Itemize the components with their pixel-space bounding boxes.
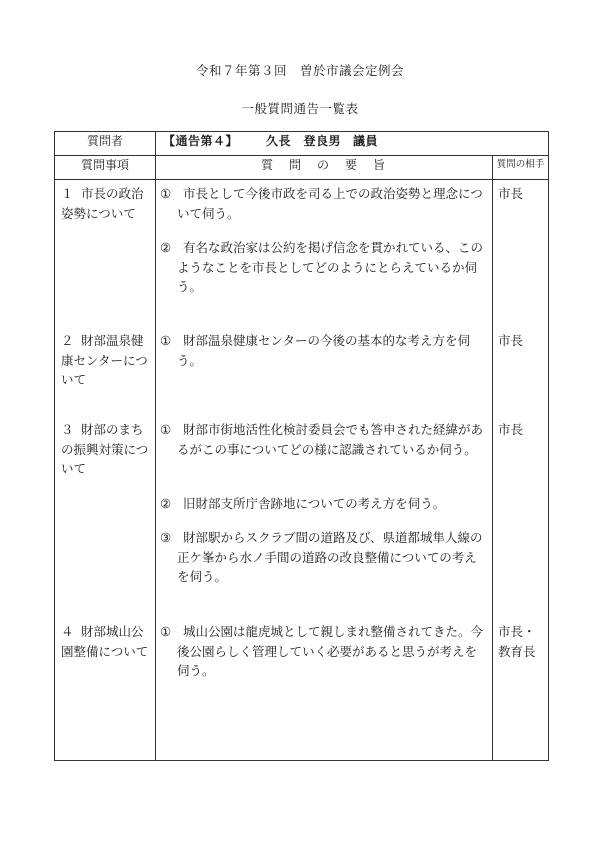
item-number: ３ — [61, 422, 74, 437]
list-item — [61, 420, 153, 479]
item-number: ２ — [61, 333, 74, 348]
questioner-label: 質問者 — [55, 132, 156, 156]
point-mark: ③ — [160, 530, 172, 545]
list-item — [160, 184, 486, 223]
respondent-column — [493, 180, 549, 761]
list-item — [160, 494, 486, 514]
question-notice-table — [54, 131, 549, 761]
item-number: １ — [61, 186, 74, 201]
questioner-row — [55, 132, 549, 156]
point-text: 有名な政治家は公約を掲げ信念を貫かれている、このようなことを市長としてどのようにとらえているか伺う。 — [177, 240, 484, 294]
col-header-items: 質問事項 — [55, 156, 156, 180]
item-subject: 財部城山公園整備について — [61, 624, 149, 659]
notice-number: 【通告第４】 — [163, 134, 239, 148]
item-subject: 市長の政治姿勢について — [61, 186, 144, 221]
point-mark: ① — [160, 186, 172, 201]
point-text: 財部市街地活性化検討委員会でも答申された経緯があるがこの事についてどの様に認識されているか伺う。 — [177, 422, 484, 457]
respondent: 市長 — [498, 422, 524, 437]
point-mark: ① — [160, 333, 172, 348]
point-mark: ② — [160, 496, 172, 511]
list-item — [160, 238, 486, 297]
list-item — [160, 528, 486, 587]
items-column — [55, 180, 156, 761]
list-item — [61, 622, 153, 661]
document-title: 令和７年第３回 曽於市議会定例会 — [195, 63, 404, 78]
point-text: 財部駅からスクラブ間の道路及び、県道都城隼人線の正ケ峯から水ノ手間の道路の改良整備についての考えを伺う。 — [177, 530, 483, 584]
col-header-gist: 質 問 の 要 旨 — [156, 156, 493, 180]
list-item — [61, 331, 153, 390]
respondent: 市長 — [498, 186, 524, 201]
respondent: 市長・教育長 — [498, 624, 536, 659]
point-mark: ① — [160, 422, 172, 437]
table-body-row — [55, 180, 549, 761]
item-subject: 財部のまちの振興対策について — [61, 422, 149, 476]
item-number: ４ — [61, 624, 74, 639]
point-mark: ② — [160, 240, 172, 255]
member-title: 議員 — [353, 134, 379, 148]
gist-column — [156, 180, 493, 761]
point-text: 財部温泉健康センターの今後の基本的な考え方を伺う。 — [177, 333, 471, 368]
column-header-row — [55, 156, 549, 180]
list-item — [160, 420, 486, 459]
point-text: 旧財部支所庁舎跡地についての考え方を伺う。 — [183, 496, 446, 511]
point-text: 城山公園は龍虎城として親しまれ整備されてきた。今後公園らしく管理していく必要があると思うが考えを伺う。 — [177, 624, 484, 678]
point-text: 市長として今後市政を司る上での政治姿勢と理念について伺う。 — [177, 186, 483, 221]
questioner-info — [156, 132, 549, 156]
document-subtitle: 一般質問通告一覧表 — [241, 101, 359, 116]
member-name: 久長 登良男 — [266, 134, 342, 148]
list-item — [160, 622, 486, 681]
point-mark: ① — [160, 624, 172, 639]
list-item — [160, 331, 486, 370]
list-item — [61, 184, 153, 223]
col-header-respondent: 質問の相手 — [493, 156, 549, 180]
item-subject: 財部温泉健康センターについて — [61, 333, 148, 387]
respondent: 市長 — [498, 333, 524, 348]
